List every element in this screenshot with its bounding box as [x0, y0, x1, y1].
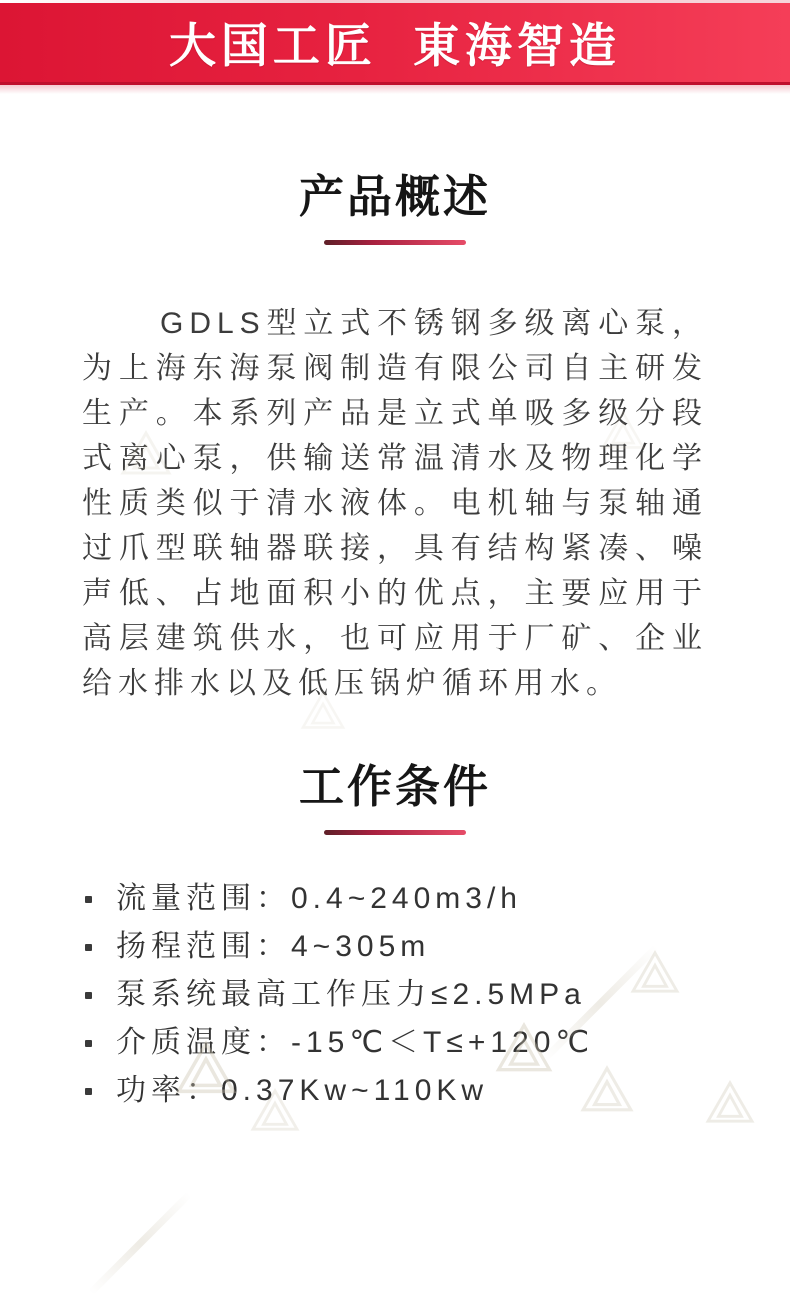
condition-list-item	[85, 971, 725, 1019]
watermark-text-streak	[88, 1192, 192, 1295]
banner-bottom-fade	[0, 85, 790, 94]
bullet-marker	[85, 944, 92, 951]
bullet-marker	[85, 992, 92, 999]
conditions-heading: 工作条件	[298, 761, 491, 812]
condition-text: 扬程范围：4~305m	[116, 930, 431, 963]
bullet-marker	[85, 1040, 92, 1047]
condition-text: 功率：0.37Kw~110Kw	[116, 1074, 489, 1107]
bullet-marker	[85, 1088, 92, 1095]
condition-text: 泵系统最高工作压力≤2.5MPa	[116, 978, 586, 1011]
overview-heading: 产品概述	[298, 171, 491, 222]
overview-paragraph: GDLS型立式不锈钢多级离心泵，为上海东海泵阀制造有限公司自主研发生产。本系列产品是立式单吸多级分段式离心泵，供输送常温清水及物理化学性质类似于清水液体。电机轴与泵轴通过爪型联轴器联接，具有结构紧凑、噪声低、占地面积小的优点，主要应用于高层建筑供水，也可应用于厂矿、企业给水排水以及低压锅炉循环用水。	[82, 307, 708, 700]
conditions-heading-underline	[324, 830, 466, 835]
condition-text: 介质温度：-15℃＜T≤+120℃	[116, 1026, 595, 1059]
section-working-conditions	[0, 706, 790, 1115]
condition-list-item	[85, 1019, 725, 1067]
condition-text: 流量范围：0.4~240m3/h	[116, 882, 522, 915]
bullet-marker	[85, 896, 92, 903]
header-banner	[0, 0, 790, 94]
condition-list-item	[85, 1067, 725, 1115]
banner-red-bar	[0, 3, 790, 85]
banner-title: 大国工匠 東海智造	[168, 19, 622, 72]
condition-list-item	[85, 923, 725, 971]
condition-list-item	[85, 875, 725, 923]
conditions-list	[85, 875, 725, 1115]
overview-heading-underline	[324, 240, 466, 245]
